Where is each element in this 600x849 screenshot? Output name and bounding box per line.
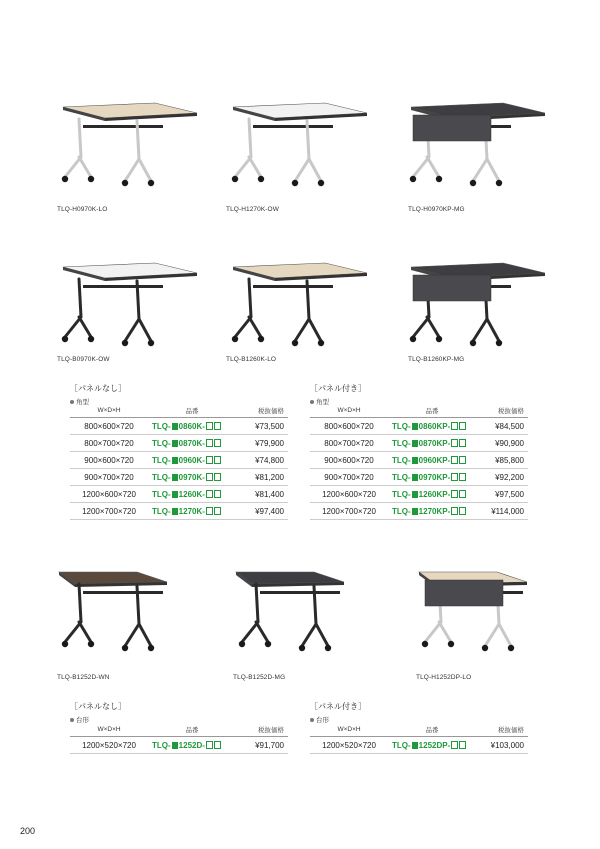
table-leg [499, 624, 511, 646]
table-leg [125, 121, 139, 181]
caster-wheel [436, 336, 442, 342]
code-suffix: 1270KP- [418, 506, 451, 516]
code-prefix: TLQ- [152, 455, 171, 465]
caster-wheel [508, 645, 514, 651]
price-cell: ¥97,400 [236, 503, 288, 520]
price-cell: ¥103,000 [476, 737, 528, 754]
table-top [236, 572, 344, 584]
table-leg [316, 624, 328, 646]
placeholder-box-icon [214, 507, 221, 515]
placeholder-box-icon [214, 439, 221, 447]
table-row [70, 469, 288, 486]
placeholder-box-icon [214, 741, 221, 749]
column-header: 品番 [148, 404, 236, 418]
table-leg [65, 584, 81, 642]
code-suffix: 0860KP- [418, 421, 451, 431]
table-header-row [70, 723, 288, 737]
modesty-panel [425, 580, 503, 606]
column-header: 品番 [148, 723, 236, 737]
frame-beam [83, 591, 163, 594]
code-prefix: TLQ- [392, 455, 411, 465]
color-swatch-icon [412, 457, 418, 464]
table-leg [125, 586, 139, 646]
caster-wheel [148, 340, 154, 346]
caster-wheel [265, 641, 271, 647]
caster-wheel [292, 340, 298, 346]
caster-wheel [299, 645, 305, 651]
code-prefix: TLQ- [152, 421, 171, 431]
table-row [310, 452, 528, 469]
color-swatch-icon [412, 491, 418, 498]
placeholder-box-icon [451, 456, 458, 464]
product-number-cell [388, 452, 476, 469]
table-leg [249, 317, 261, 337]
caster-wheel [496, 340, 502, 346]
table-row [70, 435, 288, 452]
table-leg [427, 317, 439, 337]
table-leg [235, 119, 251, 177]
size-cell: 1200×700×720 [70, 503, 148, 520]
product-number-cell [148, 435, 236, 452]
size-cell: 900×700×720 [70, 469, 148, 486]
modesty-panel [413, 115, 491, 141]
caster-wheel [496, 180, 502, 186]
price-cell: ¥79,900 [236, 435, 288, 452]
product-code-caption: TLQ-H0970KP-MG [408, 206, 465, 213]
column-header: 品番 [388, 404, 476, 418]
table-leg [309, 319, 321, 341]
caster-wheel [470, 340, 476, 346]
code-prefix: TLQ- [392, 506, 411, 516]
product-code-caption: TLQ-B0970K-OW [57, 356, 110, 363]
table-leg [487, 159, 499, 181]
product-code-caption: TLQ-H0970K-LO [57, 206, 108, 213]
table-leg [487, 319, 499, 341]
caster-wheel [482, 645, 488, 651]
bullet-icon [310, 718, 314, 722]
caster-wheel [422, 641, 428, 647]
table-row [70, 503, 288, 520]
size-cell: 1200×520×720 [70, 737, 148, 754]
caster-wheel [122, 645, 128, 651]
price-cell: ¥92,200 [476, 469, 528, 486]
code-prefix: TLQ- [392, 472, 411, 482]
table-leg [309, 159, 321, 181]
placeholder-box-icon [214, 473, 221, 481]
price-cell: ¥114,000 [476, 503, 528, 520]
table-leg [242, 584, 258, 642]
caster-wheel [448, 641, 454, 647]
code-prefix: TLQ- [152, 740, 171, 750]
placeholder-box-icon [459, 490, 466, 498]
frame-beam [83, 285, 163, 288]
placeholder-box-icon [214, 490, 221, 498]
product-number-cell [148, 486, 236, 503]
caster-wheel [258, 336, 264, 342]
size-cell: 1200×700×720 [310, 503, 388, 520]
caster-wheel [148, 645, 154, 651]
price-cell: ¥81,200 [236, 469, 288, 486]
product-number-cell [388, 503, 476, 520]
product-code-caption: TLQ-B1252D-WN [57, 674, 110, 681]
price-cell: ¥84,500 [476, 418, 528, 435]
placeholder-box-icon [451, 507, 458, 515]
caster-wheel [122, 340, 128, 346]
product-number-cell [388, 435, 476, 452]
table-leg [139, 159, 151, 181]
placeholder-box-icon [206, 422, 213, 430]
section-subtitle: 台形 [70, 715, 89, 724]
placeholder-box-icon [214, 422, 221, 430]
placeholder-box-icon [451, 490, 458, 498]
caster-wheel [470, 180, 476, 186]
price-cell: ¥91,700 [236, 737, 288, 754]
code-prefix: TLQ- [392, 438, 411, 448]
price-table [70, 723, 288, 754]
caster-wheel [62, 176, 68, 182]
section-subtitle: 角型 [310, 397, 329, 406]
code-suffix: 1260K- [178, 489, 205, 499]
table-leg [302, 586, 316, 646]
caster-wheel [258, 176, 264, 182]
table-leg [295, 281, 309, 341]
table-leg [139, 624, 151, 646]
bullet-icon [70, 718, 74, 722]
frame-beam [253, 285, 333, 288]
table-illustration [405, 560, 575, 690]
code-prefix: TLQ- [152, 489, 171, 499]
table-leg [295, 121, 309, 181]
caster-wheel [410, 176, 416, 182]
product-image [45, 560, 215, 690]
code-suffix: 0960K- [178, 455, 205, 465]
size-cell: 900×700×720 [310, 469, 388, 486]
table-illustration [393, 255, 563, 385]
placeholder-box-icon [206, 456, 213, 464]
price-cell: ¥97,500 [476, 486, 528, 503]
code-prefix: TLQ- [152, 472, 171, 482]
placeholder-box-icon [206, 507, 213, 515]
column-header: W×D×H [70, 404, 148, 418]
color-swatch-icon [172, 423, 178, 430]
frame-beam [260, 591, 340, 594]
column-header: W×D×H [70, 723, 148, 737]
placeholder-box-icon [451, 473, 458, 481]
table-leg [65, 119, 81, 177]
placeholder-box-icon [459, 456, 466, 464]
table-leg [79, 622, 91, 642]
size-cell: 800×700×720 [310, 435, 388, 452]
table-header-row [70, 404, 288, 418]
table-header-row [310, 723, 528, 737]
size-cell: 800×600×720 [70, 418, 148, 435]
placeholder-box-icon [451, 741, 458, 749]
placeholder-box-icon [206, 439, 213, 447]
table-leg [65, 279, 81, 337]
placeholder-box-icon [206, 741, 213, 749]
color-swatch-icon [412, 440, 418, 447]
price-table [310, 723, 528, 754]
code-prefix: TLQ- [152, 506, 171, 516]
code-suffix: 0970KP- [418, 472, 451, 482]
caster-wheel [232, 176, 238, 182]
code-suffix: 0860K- [178, 421, 205, 431]
modesty-panel [413, 275, 491, 301]
color-swatch-icon [172, 457, 178, 464]
table-row [70, 486, 288, 503]
product-number-cell [388, 737, 476, 754]
table-row [310, 737, 528, 754]
column-header: W×D×H [310, 404, 388, 418]
table-leg [125, 281, 139, 341]
product-code-caption: TLQ-B1260KP-MG [408, 356, 465, 363]
caster-wheel [148, 180, 154, 186]
product-number-cell [148, 737, 236, 754]
product-number-cell [388, 418, 476, 435]
product-image [393, 255, 563, 385]
color-swatch-icon [412, 508, 418, 515]
column-header: 税抜価格 [476, 723, 528, 737]
code-suffix: 0960KP- [418, 455, 451, 465]
caster-wheel [88, 176, 94, 182]
size-cell: 1200×600×720 [70, 486, 148, 503]
caster-wheel [410, 336, 416, 342]
table-row [310, 435, 528, 452]
color-swatch-icon [412, 423, 418, 430]
code-suffix: 1252DP- [418, 740, 451, 750]
caster-wheel [62, 336, 68, 342]
table-leg [249, 157, 261, 177]
placeholder-box-icon [459, 422, 466, 430]
frame-beam [83, 125, 163, 128]
color-swatch-icon [172, 440, 178, 447]
product-number-cell [148, 469, 236, 486]
price-cell: ¥73,500 [236, 418, 288, 435]
table-leg [256, 622, 268, 642]
section-title: ［パネルなし］ [70, 702, 126, 711]
table-leg [79, 317, 91, 337]
price-cell: ¥81,400 [236, 486, 288, 503]
product-number-cell [148, 503, 236, 520]
caster-wheel [62, 641, 68, 647]
table-leg [235, 279, 251, 337]
section-subtitle: 角型 [70, 397, 89, 406]
product-image [215, 255, 385, 385]
code-suffix: 1260KP- [418, 489, 451, 499]
placeholder-box-icon [451, 439, 458, 447]
caster-wheel [122, 180, 128, 186]
table-row [310, 486, 528, 503]
table-row [70, 452, 288, 469]
page-number: 200 [20, 826, 36, 836]
table-row [310, 503, 528, 520]
frame-beam [253, 125, 333, 128]
product-code-caption: TLQ-B1260K-LO [226, 356, 277, 363]
color-swatch-icon [172, 474, 178, 481]
price-cell: ¥85,800 [476, 452, 528, 469]
table-illustration [45, 560, 215, 690]
size-cell: 800×700×720 [70, 435, 148, 452]
table-header-row [310, 404, 528, 418]
price-cell: ¥90,900 [476, 435, 528, 452]
code-suffix: 1270K- [178, 506, 205, 516]
column-header: 税抜価格 [236, 723, 288, 737]
code-prefix: TLQ- [392, 489, 411, 499]
size-cell: 1200×520×720 [310, 737, 388, 754]
table-illustration [215, 255, 385, 385]
product-number-cell [388, 469, 476, 486]
placeholder-box-icon [206, 473, 213, 481]
caster-wheel [292, 180, 298, 186]
product-image [405, 560, 575, 690]
placeholder-box-icon [206, 490, 213, 498]
table-illustration [222, 560, 392, 690]
caster-wheel [232, 336, 238, 342]
caster-wheel [325, 645, 331, 651]
size-cell: 900×600×720 [310, 452, 388, 469]
caster-wheel [88, 336, 94, 342]
color-swatch-icon [412, 742, 418, 749]
product-code-caption: TLQ-H1270K-OW [226, 206, 279, 213]
placeholder-box-icon [459, 473, 466, 481]
product-code-caption: TLQ-B1252D-MG [233, 674, 286, 681]
column-header: 品番 [388, 723, 476, 737]
code-suffix: 0870K- [178, 438, 205, 448]
caster-wheel [436, 176, 442, 182]
color-swatch-icon [172, 508, 178, 515]
caster-wheel [239, 641, 245, 647]
color-swatch-icon [172, 742, 178, 749]
product-number-cell [148, 452, 236, 469]
table-leg [427, 157, 439, 177]
table-row [70, 418, 288, 435]
placeholder-box-icon [214, 456, 221, 464]
placeholder-box-icon [459, 507, 466, 515]
size-cell: 1200×600×720 [310, 486, 388, 503]
product-number-cell [148, 418, 236, 435]
code-prefix: TLQ- [392, 740, 411, 750]
price-table [70, 404, 288, 520]
size-cell: 900×600×720 [70, 452, 148, 469]
section-subtitle: 台形 [310, 715, 329, 724]
table-top [59, 572, 167, 584]
product-number-cell [388, 486, 476, 503]
caster-wheel [88, 641, 94, 647]
product-code-caption: TLQ-H1252DP-LO [416, 674, 472, 681]
placeholder-box-icon [459, 439, 466, 447]
table-row [70, 737, 288, 754]
color-swatch-icon [412, 474, 418, 481]
placeholder-box-icon [451, 422, 458, 430]
price-table [310, 404, 528, 520]
section-title: ［パネル付き］ [310, 702, 366, 711]
table-row [310, 418, 528, 435]
section-title: ［パネル付き］ [310, 384, 366, 393]
column-header: 税抜価格 [236, 404, 288, 418]
table-leg [139, 319, 151, 341]
color-swatch-icon [172, 491, 178, 498]
table-leg [79, 157, 91, 177]
table-illustration [45, 255, 215, 385]
code-suffix: 0970K- [178, 472, 205, 482]
code-prefix: TLQ- [152, 438, 171, 448]
code-suffix: 1252D- [178, 740, 205, 750]
size-cell: 800×600×720 [310, 418, 388, 435]
product-image [45, 255, 215, 385]
table-leg [439, 622, 451, 642]
product-image [222, 560, 392, 690]
table-row [310, 469, 528, 486]
code-suffix: 0870KP- [418, 438, 451, 448]
code-prefix: TLQ- [392, 421, 411, 431]
section-title: ［パネルなし］ [70, 384, 126, 393]
price-cell: ¥74,800 [236, 452, 288, 469]
column-header: 税抜価格 [476, 404, 528, 418]
caster-wheel [318, 180, 324, 186]
placeholder-box-icon [459, 741, 466, 749]
caster-wheel [318, 340, 324, 346]
column-header: W×D×H [310, 723, 388, 737]
